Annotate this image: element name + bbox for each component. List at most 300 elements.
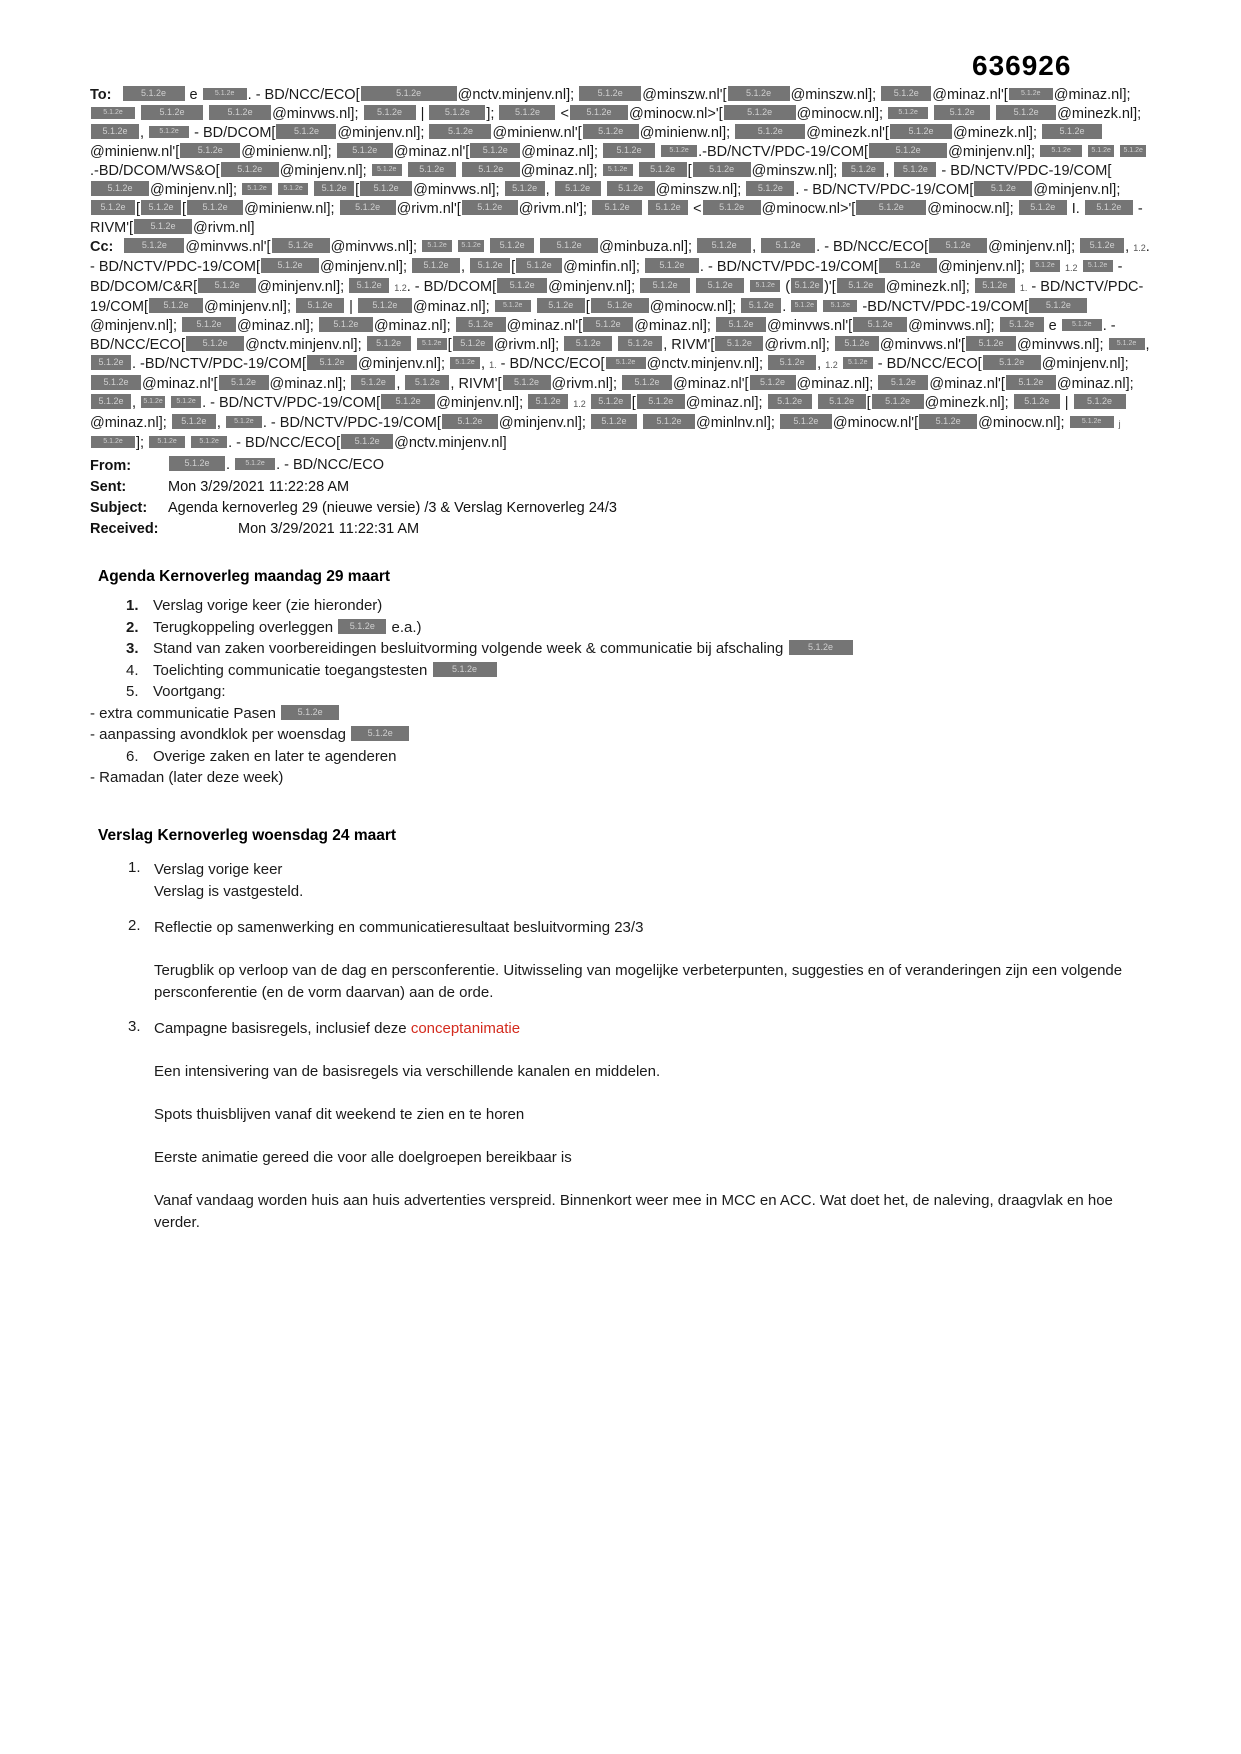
text-fragment: . - BD/NCTV/PDC-19/COM[ bbox=[202, 395, 381, 411]
highlighted-red-text: conceptanimatie bbox=[410, 1019, 521, 1037]
redaction-box: 5.1.2e bbox=[456, 317, 506, 332]
redaction-box: 5.1.2e bbox=[1006, 375, 1056, 390]
text-fragment: @nctv.minjenv.nl]; bbox=[457, 87, 575, 103]
redaction-box: 5.1.2e bbox=[470, 258, 510, 273]
text-fragment: @minaz.nl]; bbox=[373, 318, 451, 334]
redaction-box: 5.1.2e bbox=[1014, 394, 1060, 409]
redaction-box: 5.1.2e bbox=[1030, 260, 1060, 272]
redaction-box: 5.1.2e bbox=[429, 124, 491, 139]
redaction-box: 5.1.2e bbox=[91, 107, 135, 119]
text-fragment: . - BD/DCOM[ bbox=[406, 279, 497, 295]
redaction-box: 5.1.2e bbox=[1019, 200, 1067, 215]
text-fragment: . - BD/NCTV/PDC-19/COM[ bbox=[795, 182, 974, 198]
redaction-box: 5.1.2e bbox=[661, 145, 697, 157]
redaction-box: 5.1.2e bbox=[191, 436, 227, 448]
paragraph bbox=[154, 881, 1154, 903]
redaction-box: 5.1.2e bbox=[367, 336, 411, 351]
redaction-box: 5.1.2e bbox=[458, 240, 484, 252]
text-fragment: . bbox=[226, 457, 231, 473]
redaction-box: 5.1.2e bbox=[351, 375, 395, 390]
redaction-box: 5.1.2e bbox=[412, 258, 460, 273]
email-from-row bbox=[90, 456, 1156, 477]
redaction-box: 5.1.2e bbox=[842, 162, 884, 177]
redaction-box: 5.1.2e bbox=[1070, 416, 1114, 428]
text-fragment: , bbox=[396, 376, 401, 392]
redaction-box: 5.1.2e bbox=[360, 181, 412, 196]
text-fragment: @nctv.minjenv.nl] bbox=[394, 435, 507, 451]
text-fragment: @minvws.nl]; bbox=[330, 239, 418, 255]
text-fragment: 1.2 bbox=[394, 283, 407, 293]
paragraph-text: Vanaf vandaag worden huis aan huis advertenties verspreid. Binnenkort weer mee in MCC en ACC. Wat doet het, de naleving, draagvlak en hoe verder. bbox=[154, 1191, 1113, 1231]
redaction-box: 5.1.2e bbox=[470, 143, 520, 158]
redaction-box: 5.1.2e bbox=[639, 162, 687, 177]
text-fragment: @minjenv.nl]; bbox=[436, 395, 524, 411]
redaction-box: 5.1.2e bbox=[141, 396, 165, 408]
text-fragment: , bbox=[461, 259, 466, 275]
text-fragment: @minezk.nl]; bbox=[952, 125, 1037, 141]
redaction-box: 5.1.2e bbox=[272, 238, 330, 253]
text-fragment: @minaz.nl'[ bbox=[506, 318, 583, 334]
redaction-box: 5.1.2e bbox=[761, 238, 815, 253]
paragraph bbox=[154, 917, 1154, 939]
text-fragment: Overige zaken en later te agenderen bbox=[153, 747, 397, 765]
redaction-box: 5.1.2e bbox=[645, 258, 699, 273]
redaction-box: 5.1.2e bbox=[503, 375, 551, 390]
redaction-box: 5.1.2e bbox=[141, 105, 203, 120]
redaction-box: 5.1.2e bbox=[818, 394, 866, 409]
text-fragment: @minocw.nl>'[ bbox=[761, 201, 856, 217]
paragraph-text: Reflectie op samenwerking en communicatieresultaat besluitvorming 23/3 bbox=[154, 918, 644, 936]
redaction-box: 5.1.2e bbox=[637, 394, 685, 409]
text-fragment: , bbox=[885, 163, 890, 179]
text-fragment: @minezk.nl]; bbox=[885, 279, 970, 295]
redaction-box: 5.1.2e bbox=[583, 124, 639, 139]
verslag-section-title: Verslag Kernoverleg woensdag 24 maart bbox=[98, 826, 397, 844]
text-fragment: @minocw.nl'[ bbox=[832, 415, 919, 431]
redaction-box: 5.1.2e bbox=[583, 317, 633, 332]
text-fragment: , RIVM'[ bbox=[663, 337, 715, 353]
text-fragment: @minjenv.nl]; bbox=[1041, 356, 1129, 372]
redaction-box: 5.1.2e bbox=[643, 414, 695, 429]
paragraph bbox=[154, 1018, 1154, 1040]
redaction-box: 5.1.2e bbox=[172, 414, 216, 429]
agenda-note bbox=[90, 703, 1156, 725]
text-fragment: @minlnv.nl]; bbox=[695, 415, 775, 431]
item-text bbox=[90, 705, 340, 722]
text-fragment: , bbox=[216, 415, 221, 431]
text-fragment: Toelichting communicatie toegangstesten bbox=[153, 661, 428, 679]
text-fragment: @minocw.nl]; bbox=[649, 299, 737, 315]
redaction-box: 5.1.2e bbox=[528, 394, 568, 409]
redaction-box: 5.1.2e bbox=[1040, 145, 1082, 157]
verslag-list bbox=[90, 859, 1156, 1234]
from-value bbox=[168, 456, 384, 477]
text-fragment: @minaz.nl]; bbox=[521, 144, 599, 160]
text-fragment: . bbox=[782, 299, 787, 315]
text-fragment: . - BD/NCC/ECO[ bbox=[228, 435, 341, 451]
item-text bbox=[153, 619, 422, 636]
redaction-box: 5.1.2e bbox=[555, 181, 601, 196]
redaction-box: 5.1.2e bbox=[540, 238, 598, 253]
redaction-box: 5.1.2e bbox=[338, 619, 386, 634]
redaction-box: 5.1.2e bbox=[750, 280, 780, 292]
paragraph-text: Verslag vorige keer bbox=[154, 860, 283, 878]
redaction-box: 5.1.2e bbox=[856, 200, 926, 215]
agenda-item bbox=[90, 681, 1156, 703]
item-text bbox=[153, 640, 854, 657]
redaction-box: 5.1.2e bbox=[591, 414, 637, 429]
agenda-note bbox=[90, 767, 1156, 789]
text-fragment: I. bbox=[1071, 201, 1080, 217]
text-fragment: @minaz.nl'[ bbox=[929, 376, 1005, 392]
redaction-box: 5.1.2e bbox=[422, 240, 452, 252]
text-fragment: , bbox=[545, 182, 550, 198]
text-fragment: j bbox=[1118, 419, 1121, 429]
redaction-box: 5.1.2e bbox=[381, 394, 435, 409]
redaction-box: 5.1.2e bbox=[996, 105, 1056, 120]
text-fragment: @minjenv.nl]; bbox=[358, 356, 445, 372]
text-fragment: ]; bbox=[486, 106, 495, 122]
text-fragment: @minaz.nl]; bbox=[1053, 87, 1131, 103]
redaction-box: 5.1.2e bbox=[278, 183, 308, 195]
text-fragment: @rivm.nl]; bbox=[493, 337, 560, 353]
redaction-box: 5.1.2e bbox=[186, 336, 244, 351]
redaction-box: 5.1.2e bbox=[843, 357, 873, 369]
text-fragment: @minaz.nl]; bbox=[796, 376, 874, 392]
redaction-box: 5.1.2e bbox=[780, 414, 832, 429]
text-fragment: - BD/DCOM[ bbox=[194, 125, 276, 141]
text-fragment: @minjenv.nl]; bbox=[150, 182, 237, 198]
text-fragment: @minszw.nl]; bbox=[751, 163, 838, 179]
text-fragment: - BD/NCC/ECO[ bbox=[877, 356, 982, 372]
text-fragment: @minjenv.nl]; bbox=[988, 239, 1076, 255]
item-body bbox=[154, 917, 1154, 1004]
redaction-box: 5.1.2e bbox=[141, 200, 181, 215]
text-fragment: .-BD/NCTV/PDC-19/COM[ bbox=[698, 144, 869, 160]
text-fragment: . - BD/NCTV/PDC-19/COM[ bbox=[699, 259, 878, 275]
redaction-box: 5.1.2e bbox=[746, 181, 794, 196]
text-fragment: - Ramadan (later deze week) bbox=[90, 769, 284, 786]
text-fragment: @minvws.nl]; bbox=[272, 106, 359, 122]
item-number: 1. bbox=[126, 597, 139, 614]
verslag-section bbox=[90, 827, 1156, 1234]
redaction-box: 5.1.2e bbox=[462, 162, 520, 177]
paragraph-text: Spots thuisblijven vanaf dit weekend te zien en te horen bbox=[154, 1105, 525, 1123]
item-number: 2. bbox=[126, 618, 139, 636]
agenda-item bbox=[90, 617, 1156, 639]
to-label: To: bbox=[90, 87, 112, 103]
redaction-box: 5.1.2e bbox=[579, 86, 641, 101]
text-fragment: @minaz.nl'[ bbox=[142, 376, 218, 392]
text-fragment: . - BD/NCTV/PDC-19/COM[ bbox=[262, 415, 441, 431]
redaction-box: 5.1.2e bbox=[703, 200, 761, 215]
redaction-box: 5.1.2e bbox=[364, 105, 416, 120]
redaction-box: 5.1.2e bbox=[319, 317, 373, 332]
text-fragment: @minjenv.nl]; bbox=[948, 144, 1036, 160]
text-fragment: . -BD/NCTV/PDC-19/COM[ bbox=[132, 356, 307, 372]
redaction-box: 5.1.2e bbox=[276, 124, 336, 139]
text-fragment: @minaz.nl]; bbox=[634, 318, 711, 334]
text-fragment: @minaz.nl]; bbox=[685, 395, 763, 411]
redaction-box: 5.1.2e bbox=[340, 200, 396, 215]
redaction-box: 5.1.2e bbox=[622, 375, 672, 390]
text-fragment: @minvws.nl'[ bbox=[879, 337, 966, 353]
text-fragment: @minjenv.nl]; bbox=[937, 259, 1025, 275]
email-cc-field bbox=[90, 238, 1156, 453]
redaction-box: 5.1.2e bbox=[648, 200, 688, 215]
text-fragment: @nctv.minjenv.nl]; bbox=[646, 356, 764, 372]
redaction-box: 5.1.2e bbox=[869, 143, 947, 158]
paragraph bbox=[154, 1190, 1154, 1234]
text-fragment: @minvws.nl]; bbox=[908, 318, 995, 334]
paragraph-text: Eerste animatie gereed die voor alle doelgroepen bereikbaar is bbox=[154, 1148, 572, 1166]
text-fragment: Verslag vorige keer (zie hieronder) bbox=[153, 597, 383, 614]
item-text bbox=[153, 597, 382, 614]
text-fragment: [ bbox=[631, 395, 636, 411]
redaction-box: 5.1.2e bbox=[1109, 338, 1145, 350]
text-fragment: < bbox=[560, 106, 569, 122]
redaction-box: 5.1.2e bbox=[878, 375, 928, 390]
text-fragment: @minaz.nl'[ bbox=[393, 144, 470, 160]
item-number: 3. bbox=[126, 640, 139, 657]
text-fragment: @minjenv.nl]; bbox=[498, 415, 586, 431]
text-fragment: @minocw.nl]; bbox=[978, 415, 1065, 431]
redaction-box: 5.1.2e bbox=[1083, 260, 1113, 272]
text-fragment: @minocw.nl>'[ bbox=[628, 106, 723, 122]
redaction-box: 5.1.2e bbox=[591, 298, 649, 313]
text-fragment: - aanpassing avondklok per woensdag bbox=[90, 726, 347, 743]
text-fragment: [ bbox=[866, 395, 871, 411]
text-fragment: 1.2 bbox=[825, 360, 838, 370]
redaction-box: 5.1.2e bbox=[715, 336, 763, 351]
text-fragment: , bbox=[1145, 337, 1150, 353]
text-fragment: 1. bbox=[489, 360, 497, 370]
redaction-box: 5.1.2e bbox=[879, 258, 937, 273]
text-fragment: @minaz.nl]; bbox=[269, 376, 347, 392]
redaction-box: 5.1.2e bbox=[791, 278, 823, 293]
redaction-box: 5.1.2e bbox=[182, 317, 236, 332]
redaction-box: 5.1.2e bbox=[198, 278, 256, 293]
redaction-box: 5.1.2e bbox=[750, 375, 796, 390]
redaction-box: 5.1.2e bbox=[791, 300, 817, 312]
item-number: 3. bbox=[128, 1017, 141, 1035]
redaction-box: 5.1.2e bbox=[351, 726, 409, 741]
text-fragment: @minjenv.nl]; bbox=[337, 125, 425, 141]
redaction-box: 5.1.2e bbox=[768, 394, 812, 409]
document-number: 636926 bbox=[972, 50, 1072, 81]
redaction-box: 5.1.2e bbox=[361, 86, 457, 101]
text-fragment: | bbox=[420, 106, 425, 122]
redaction-box: 5.1.2e bbox=[929, 238, 987, 253]
redaction-box: 5.1.2e bbox=[1088, 145, 1114, 157]
redaction-box: 5.1.2e bbox=[789, 640, 853, 655]
text-fragment: @rivm.nl']; bbox=[518, 201, 588, 217]
redaction-box: 5.1.2e bbox=[209, 105, 271, 120]
agenda-item bbox=[90, 638, 1156, 660]
text-fragment: @minvws.nl]; bbox=[413, 182, 500, 198]
text-fragment: e bbox=[1048, 318, 1057, 334]
email-sent-row bbox=[90, 477, 1156, 498]
redaction-box: 5.1.2e bbox=[337, 143, 393, 158]
redaction-box: 5.1.2e bbox=[261, 258, 319, 273]
redaction-box: 5.1.2e bbox=[91, 436, 135, 448]
paragraph bbox=[154, 960, 1154, 1004]
text-fragment: @minienw.nl]; bbox=[241, 144, 332, 160]
redaction-box: 5.1.2e bbox=[607, 181, 655, 196]
redaction-box: 5.1.2e bbox=[169, 456, 225, 471]
redaction-box: 5.1.2e bbox=[91, 394, 131, 409]
redaction-box: 5.1.2e bbox=[697, 238, 751, 253]
redaction-box: 5.1.2e bbox=[499, 105, 555, 120]
redaction-box: 5.1.2e bbox=[296, 298, 344, 313]
text-fragment: Terugkoppeling overleggen bbox=[153, 618, 334, 636]
text-fragment: [ bbox=[585, 299, 590, 315]
redaction-box: 5.1.2e bbox=[171, 396, 201, 408]
redaction-box: 5.1.2e bbox=[835, 336, 879, 351]
text-fragment: Voortgang: bbox=[153, 683, 226, 700]
text-fragment: e bbox=[189, 87, 198, 103]
text-fragment: .-BD/DCOM/WS&O[ bbox=[90, 163, 220, 179]
redaction-box: 5.1.2e bbox=[281, 705, 339, 720]
redaction-box: 5.1.2e bbox=[853, 317, 907, 332]
text-fragment: ]; bbox=[136, 435, 145, 451]
redaction-box: 5.1.2e bbox=[490, 238, 534, 253]
text-fragment: @minjenv.nl]; bbox=[548, 279, 636, 295]
redaction-box: 5.1.2e bbox=[1062, 319, 1102, 331]
paragraph-text: Terugblik op verloop van de dag en persconferentie. Uitwisseling van mogelijke verbeterpunten, suggesties en of veranderingen zijn een volgende persconferentie (en de vorm daarvan) aan de orde. bbox=[154, 961, 1123, 1001]
redaction-box: 5.1.2e bbox=[1009, 88, 1053, 100]
text-fragment: @minszw.nl]; bbox=[790, 87, 877, 103]
text-fragment: @minaz.nl'[ bbox=[932, 87, 1008, 103]
paragraph bbox=[154, 1104, 1154, 1126]
redaction-box: 5.1.2e bbox=[372, 164, 402, 176]
redaction-box: 5.1.2e bbox=[314, 181, 354, 196]
text-fragment: @minjenv.nl]; bbox=[320, 259, 407, 275]
redaction-box: 5.1.2e bbox=[1120, 145, 1146, 157]
subject-value: Agenda kernoverleg 29 (nieuwe versie) /3 & Verslag Kernoverleg 24/3 bbox=[168, 500, 617, 516]
text-fragment: @minjenv.nl]; bbox=[279, 163, 367, 179]
text-fragment: . - BD/NCTV/PDC-19/COM[ bbox=[90, 239, 1150, 275]
text-fragment: @minaz.nl]; bbox=[90, 415, 167, 431]
text-fragment: RIVM'[ bbox=[458, 376, 502, 392]
redaction-box: 5.1.2e bbox=[221, 162, 279, 177]
text-fragment: ( bbox=[785, 279, 791, 295]
redaction-box: 5.1.2e bbox=[429, 105, 485, 120]
redaction-box: 5.1.2e bbox=[450, 357, 480, 369]
redaction-box: 5.1.2e bbox=[505, 181, 545, 196]
item-body bbox=[154, 1018, 1154, 1234]
text-fragment: @minvws.nl'[ bbox=[766, 318, 853, 334]
redaction-box: 5.1.2e bbox=[497, 278, 547, 293]
redaction-box: 5.1.2e bbox=[91, 355, 131, 370]
redaction-box: 5.1.2e bbox=[408, 162, 456, 177]
redaction-box: 5.1.2e bbox=[537, 298, 585, 313]
redaction-box: 5.1.2e bbox=[180, 143, 240, 158]
text-fragment: 1.2 bbox=[1133, 243, 1146, 253]
text-fragment: @minjenv.nl]; bbox=[204, 299, 291, 315]
sent-value: Mon 3/29/2021 11:22:28 AM bbox=[168, 479, 350, 495]
redaction-box: 5.1.2e bbox=[640, 278, 690, 293]
agenda-item bbox=[90, 595, 1156, 617]
email-subject-row bbox=[90, 498, 1156, 519]
text-fragment: . - BD/NCC/ECO[ bbox=[247, 87, 360, 103]
text-fragment: @rivm.nl'[ bbox=[396, 201, 461, 217]
redaction-box: 5.1.2e bbox=[91, 124, 139, 139]
sent-label: Sent: bbox=[90, 479, 127, 495]
redaction-box: 5.1.2e bbox=[91, 181, 149, 196]
text-fragment: e.a.) bbox=[391, 618, 422, 636]
item-text bbox=[90, 769, 283, 786]
agenda-list bbox=[90, 595, 1156, 789]
text-fragment: . - BD/NCC/ECO bbox=[276, 457, 385, 473]
text-fragment: , bbox=[481, 356, 486, 372]
redaction-box: 5.1.2e bbox=[728, 86, 790, 101]
redaction-box: 5.1.2e bbox=[226, 416, 262, 428]
redaction-box: 5.1.2e bbox=[1080, 238, 1124, 253]
item-number: 2. bbox=[128, 916, 141, 934]
text-fragment: @minaz.nl]; bbox=[1056, 376, 1134, 392]
item-text bbox=[153, 662, 498, 679]
redaction-box: 5.1.2e bbox=[134, 219, 192, 234]
redaction-box: 5.1.2e bbox=[606, 357, 646, 369]
item-text bbox=[90, 726, 410, 743]
redaction-box: 5.1.2e bbox=[219, 375, 269, 390]
redaction-box: 5.1.2e bbox=[823, 300, 857, 312]
verslag-item bbox=[90, 917, 1156, 1004]
document-content bbox=[90, 86, 1156, 1234]
text-fragment: @minienw.nl]; bbox=[639, 125, 731, 141]
text-fragment: @minezk.nl]; bbox=[1057, 106, 1142, 122]
redaction-box: 5.1.2e bbox=[1074, 394, 1126, 409]
text-fragment: , bbox=[817, 356, 822, 372]
redaction-box: 5.1.2e bbox=[149, 436, 185, 448]
redaction-box: 5.1.2e bbox=[983, 355, 1041, 370]
text-fragment: < bbox=[693, 201, 702, 217]
redaction-box: 5.1.2e bbox=[603, 164, 633, 176]
text-fragment: [ bbox=[182, 201, 187, 217]
text-fragment: , bbox=[132, 395, 137, 411]
redaction-box: 5.1.2e bbox=[358, 298, 412, 313]
text-fragment: @minjenv.nl]; bbox=[257, 279, 345, 295]
redaction-box: 5.1.2e bbox=[890, 124, 952, 139]
redaction-box: 5.1.2e bbox=[341, 434, 393, 449]
text-fragment: , bbox=[450, 376, 455, 392]
redaction-box: 5.1.2e bbox=[1000, 317, 1044, 332]
text-fragment: [ bbox=[355, 182, 360, 198]
text-fragment: @minocw.nl]; bbox=[796, 106, 884, 122]
text-fragment: Stand van zaken voorbereidingen besluitvorming volgende week & communicatie bij afschaling bbox=[153, 640, 784, 657]
item-body bbox=[154, 859, 1154, 903]
received-label: Received: bbox=[90, 521, 159, 537]
redaction-box: 5.1.2e bbox=[592, 200, 642, 215]
text-fragment: | bbox=[1064, 395, 1069, 411]
text-fragment: @nctv.minjenv.nl]; bbox=[245, 337, 362, 353]
redaction-box: 5.1.2e bbox=[894, 162, 936, 177]
text-fragment: @rivm.nl]; bbox=[551, 376, 617, 392]
redaction-box: 5.1.2e bbox=[724, 105, 796, 120]
agenda-item bbox=[90, 660, 1156, 682]
text-fragment: [ bbox=[136, 201, 141, 217]
redaction-box: 5.1.2e bbox=[516, 258, 562, 273]
text-fragment: , bbox=[140, 125, 145, 141]
redaction-box: 5.1.2e bbox=[837, 278, 885, 293]
redaction-box: 5.1.2e bbox=[603, 143, 655, 158]
redaction-box: 5.1.2e bbox=[433, 662, 497, 677]
text-fragment: - BD/NCC/ECO[ bbox=[500, 356, 605, 372]
text-fragment: - extra communicatie Pasen bbox=[90, 704, 276, 722]
text-fragment: @minbuza.nl]; bbox=[599, 239, 693, 255]
redaction-box: 5.1.2e bbox=[123, 86, 185, 101]
